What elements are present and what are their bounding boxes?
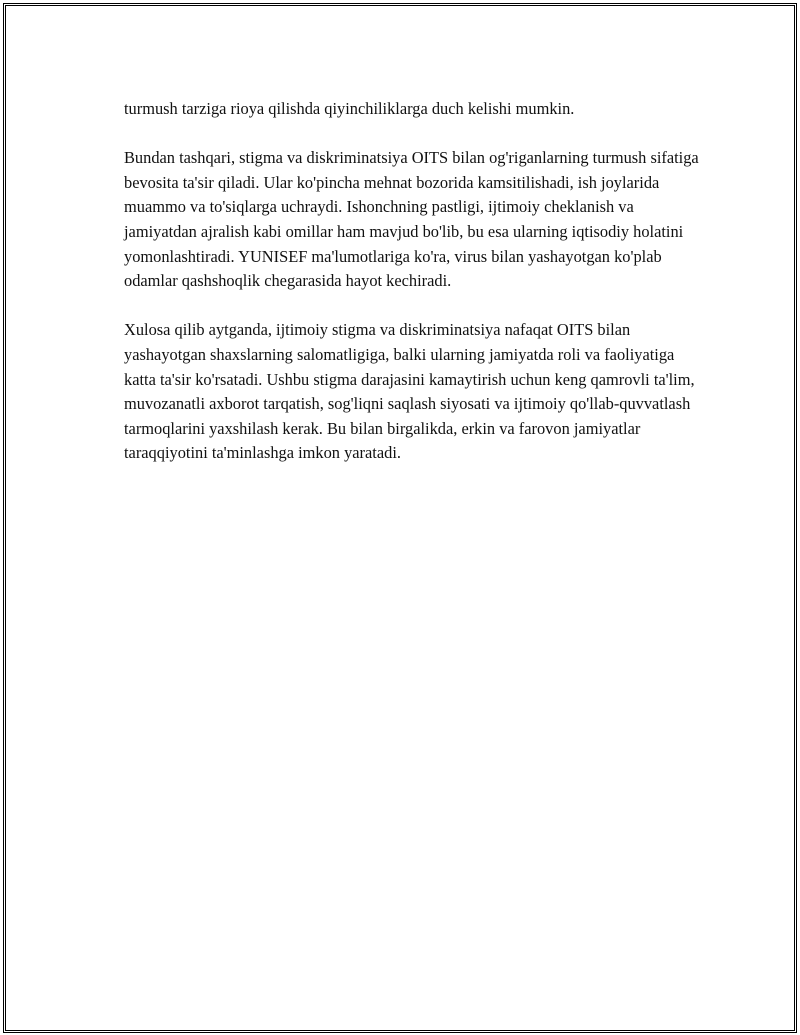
paragraph-conclusion: Xulosa qilib aytganda, ijtimoiy stigma va diskriminatsiya nafaqat OITS bilan yashayotgan shaxslarning salomatligiga, balki ularning jamiyatda roli va faoliyatiga katta ta'sir ko'rsatadi. Ushbu stigma darajasini kamaytirish uchun keng qamrovli ta'lim, muvozanatli axborot tarqatish, sog'liqni saqlash siyosati va ijtimoiy qo'llab-quvvatlash tarmoqlarini yaxshilash kerak. Bu bilan birgalikda, erkin va farovon jamiyatlar taraqqiyotini ta'minlashga imkon yaratadi.	[124, 320, 695, 463]
paragraph-stigma-impact: Bundan tashqari, stigma va diskriminatsiya OITS bilan og'riganlarning turmush sifatiga bevosita ta'sir qiladi. Ular ko'pincha mehnat bozorida kamsitilishadi, ish joylarida muammo va to'siqlarga uchraydi. Ishonchning pastligi, ijtimoiy cheklanish va jamiyatdan ajralish kabi omillar ham mavjud bo'lib, bu esa ularning iqtisodiy holatini yomonlashtiradi. YUNISEF ma'lumotlariga ko'ra, virus bilan yashayotgan ko'plab odamlar qashshoqlik chegarasida hayot kechiradi.	[124, 148, 699, 291]
page-border	[3, 3, 797, 1033]
document-body	[124, 97, 704, 491]
paragraph-continuation: turmush tarziga rioya qilishda qiyinchiliklarga duch kelishi mumkin.	[124, 99, 575, 118]
